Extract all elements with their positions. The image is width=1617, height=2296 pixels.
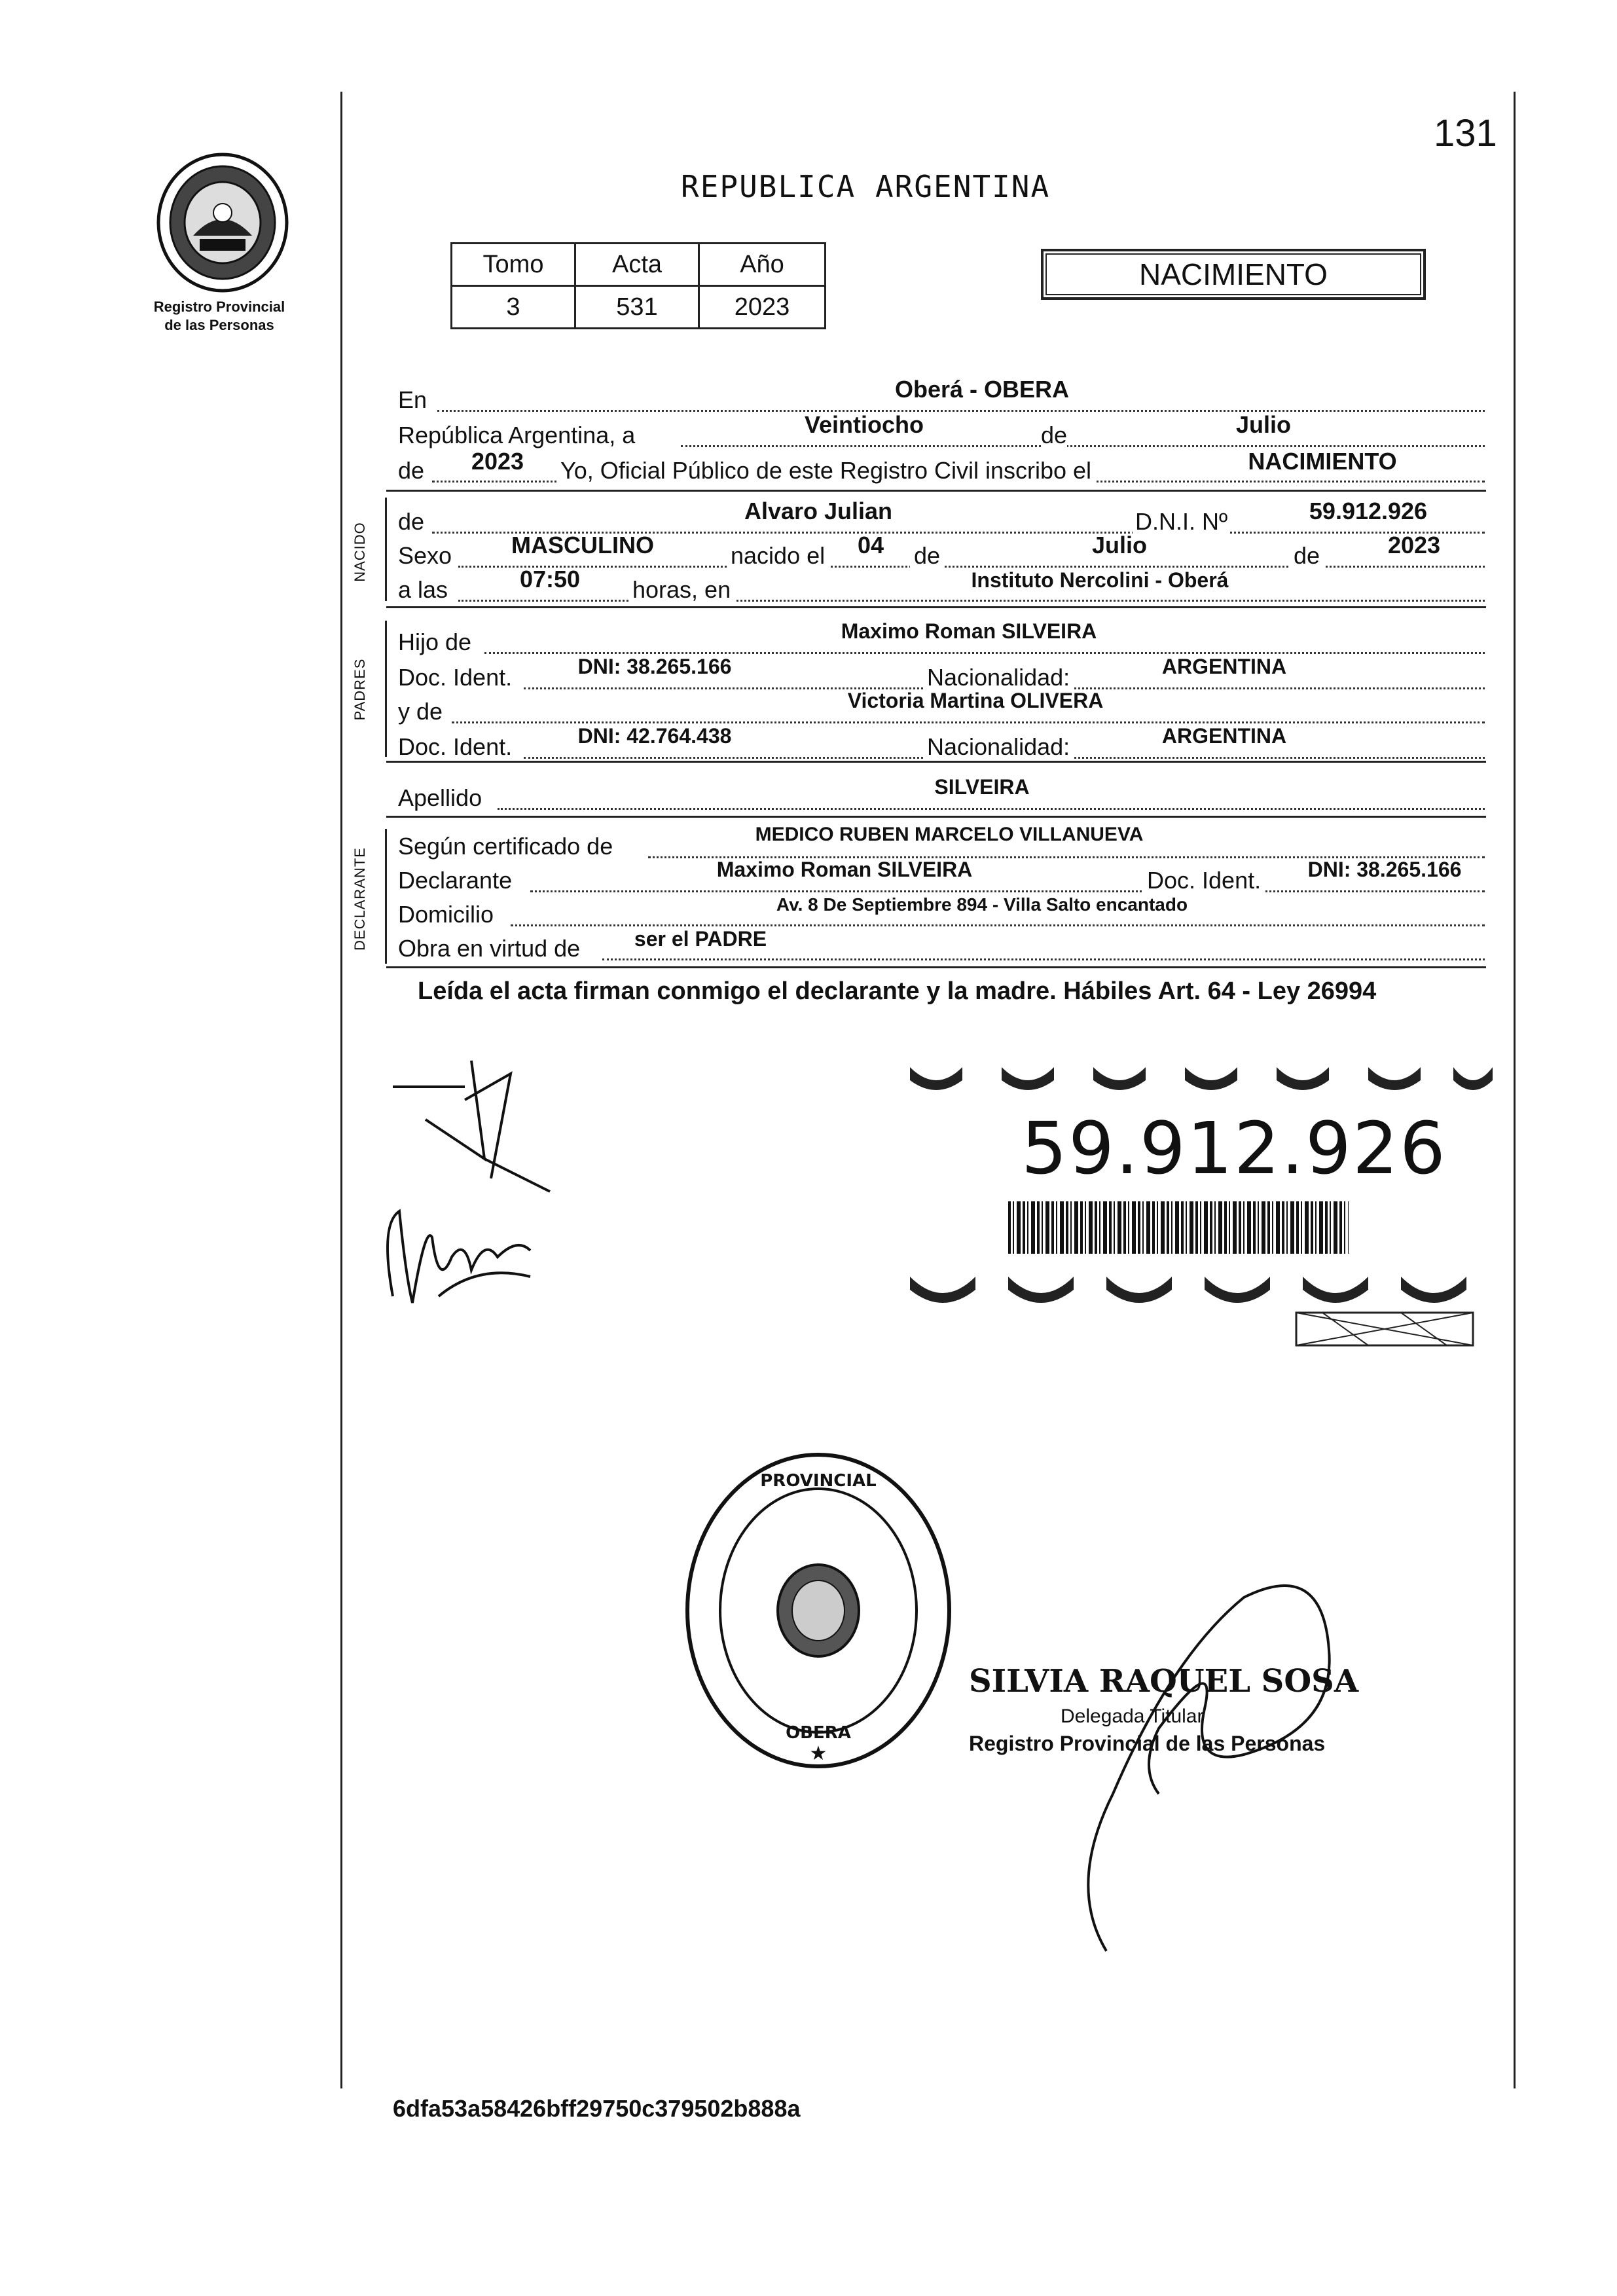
declarant-signature bbox=[386, 1048, 570, 1205]
country-title: REPUBLICA ARGENTINA bbox=[681, 169, 1051, 204]
apellido-label: Apellido bbox=[398, 784, 482, 811]
mother-nationality-value: ARGENTINA bbox=[1161, 724, 1287, 748]
mother-signature bbox=[373, 1198, 543, 1316]
time-value: 07:50 bbox=[519, 566, 581, 592]
section-bracket bbox=[385, 829, 387, 964]
apellido-value: SILVEIRA bbox=[934, 775, 1030, 799]
certificado-label: Según certificado de bbox=[398, 833, 613, 860]
table-header-acta: Acta bbox=[575, 244, 699, 286]
official-name: SILVIA RAQUEL SOSA bbox=[969, 1663, 1359, 1700]
divider bbox=[386, 490, 1486, 492]
official-organization: Registro Provincial de las Personas bbox=[969, 1732, 1326, 1755]
child-dni-value: 59.912.926 bbox=[1309, 498, 1428, 524]
section-bracket bbox=[385, 498, 387, 601]
official-role: Delegada Titular bbox=[1061, 1705, 1204, 1727]
mother-doc-value: DNI: 42.764.438 bbox=[577, 724, 732, 748]
de-label-3: de bbox=[1290, 542, 1324, 570]
dotted-line bbox=[530, 890, 1485, 892]
table-value-acta: 531 bbox=[575, 286, 699, 329]
logo-caption: Registro Provincial de las Personas bbox=[153, 299, 285, 333]
republica-label: República Argentina, a bbox=[398, 422, 636, 448]
nacido-de-label: de bbox=[398, 508, 425, 535]
declarante-doc-label: Doc. Ident. bbox=[1143, 867, 1265, 894]
right-margin-line bbox=[1514, 92, 1516, 2088]
divider bbox=[386, 966, 1486, 968]
office-seal-stamp bbox=[681, 1447, 956, 1774]
table-header-ano: Año bbox=[699, 244, 826, 286]
divider bbox=[386, 606, 1486, 608]
table-value-tomo: 3 bbox=[452, 286, 575, 329]
sexo-value: MASCULINO bbox=[511, 532, 654, 558]
declarante-value: Maximo Roman SILVEIRA bbox=[716, 858, 973, 881]
divider bbox=[386, 761, 1486, 763]
dotted-line bbox=[452, 721, 1485, 723]
dotted-line bbox=[602, 958, 1485, 960]
domicilio-label: Domicilio bbox=[398, 901, 494, 928]
child-name-value: Alvaro Julian bbox=[744, 498, 893, 524]
mother-nationality-label: Nacionalidad: bbox=[923, 733, 1074, 761]
father-doc-value: DNI: 38.265.166 bbox=[577, 655, 732, 678]
day-words-value: Veintiocho bbox=[804, 411, 924, 438]
birth-year-value: 2023 bbox=[1387, 532, 1441, 558]
closing-note: Leída el acta firman conmigo el declarante y la madre. Hábiles Art. 64 - Ley 26994 bbox=[418, 977, 1377, 1005]
de-label-2: de bbox=[910, 542, 944, 570]
security-pattern-top bbox=[910, 1061, 1499, 1100]
dotted-line bbox=[681, 445, 1485, 447]
svg-text:★: ★ bbox=[809, 1742, 827, 1765]
province-seal-logo bbox=[154, 151, 291, 295]
dotted-line bbox=[511, 924, 1485, 926]
svg-text:OBERA: OBERA bbox=[786, 1723, 851, 1743]
section-bracket bbox=[385, 621, 387, 757]
mother-name-value: Victoria Martina OLIVERA bbox=[847, 689, 1104, 712]
barcode bbox=[1008, 1201, 1349, 1254]
hijo-de-label: Hijo de bbox=[398, 629, 472, 655]
dotted-line bbox=[458, 600, 1485, 602]
event-value: NACIMIENTO bbox=[1248, 448, 1397, 475]
place-value: Oberá - OBERA bbox=[894, 376, 1070, 403]
padres-section-label: PADRES bbox=[352, 658, 368, 721]
sexo-label: Sexo bbox=[398, 542, 452, 569]
birth-day-value: 04 bbox=[857, 532, 884, 558]
birth-month-value: Julio bbox=[1091, 532, 1147, 558]
month-value: Julio bbox=[1235, 411, 1291, 438]
father-nationality-value: ARGENTINA bbox=[1161, 655, 1287, 678]
act-type-box: NACIMIENTO bbox=[1041, 249, 1426, 300]
mother-doc-label: Doc. Ident. bbox=[398, 733, 513, 760]
inscribo-label: Yo, Oficial Público de este Registro Civil inscribo el bbox=[556, 457, 1095, 484]
dotted-line bbox=[498, 808, 1485, 810]
a-las-label: a las bbox=[398, 576, 448, 603]
declarante-label: Declarante bbox=[398, 867, 513, 894]
page-number: 131 bbox=[1434, 112, 1497, 155]
nacido-el-label: nacido el bbox=[727, 542, 829, 570]
reference-table bbox=[450, 242, 826, 329]
birth-place-value: Instituto Nercolini - Oberá bbox=[971, 568, 1229, 592]
dni-label: D.N.I. Nº bbox=[1133, 508, 1230, 536]
obra-value: ser el PADRE bbox=[634, 927, 767, 951]
svg-text:PROVINCIAL: PROVINCIAL bbox=[760, 1471, 877, 1491]
divider bbox=[386, 816, 1486, 818]
sticker-dni-number: 59.912.926 bbox=[1021, 1106, 1447, 1190]
table-header-tomo: Tomo bbox=[452, 244, 575, 286]
horas-label: horas, en bbox=[628, 576, 735, 604]
obra-label: Obra en virtud de bbox=[398, 935, 581, 962]
table-value-ano: 2023 bbox=[699, 286, 826, 329]
en-label: En bbox=[398, 386, 427, 413]
declarante-doc-value: DNI: 38.265.166 bbox=[1307, 858, 1462, 881]
father-nationality-label: Nacionalidad: bbox=[923, 664, 1074, 691]
father-name-value: Maximo Roman SILVEIRA bbox=[841, 619, 1097, 643]
year-value: 2023 bbox=[471, 448, 524, 475]
document-hash: 6dfa53a58426bff29750c379502b888a bbox=[393, 2095, 801, 2122]
security-pattern-bottom bbox=[910, 1264, 1499, 1349]
domicilio-value: Av. 8 De Septiembre 894 - Villa Salto encantado bbox=[776, 894, 1188, 915]
father-doc-label: Doc. Ident. bbox=[398, 664, 513, 691]
de-label: de bbox=[1041, 422, 1068, 448]
left-margin-line bbox=[340, 92, 342, 2088]
certificado-value: MEDICO RUBEN MARCELO VILLANUEVA bbox=[755, 824, 1144, 845]
dotted-line bbox=[484, 652, 1485, 654]
year-prefix-label: de bbox=[398, 457, 425, 484]
declarante-section-label: DECLARANTE bbox=[352, 847, 368, 951]
nacido-section-label: NACIDO bbox=[352, 522, 368, 582]
y-de-label: y de bbox=[398, 698, 443, 725]
official-signature bbox=[1028, 1558, 1368, 1964]
